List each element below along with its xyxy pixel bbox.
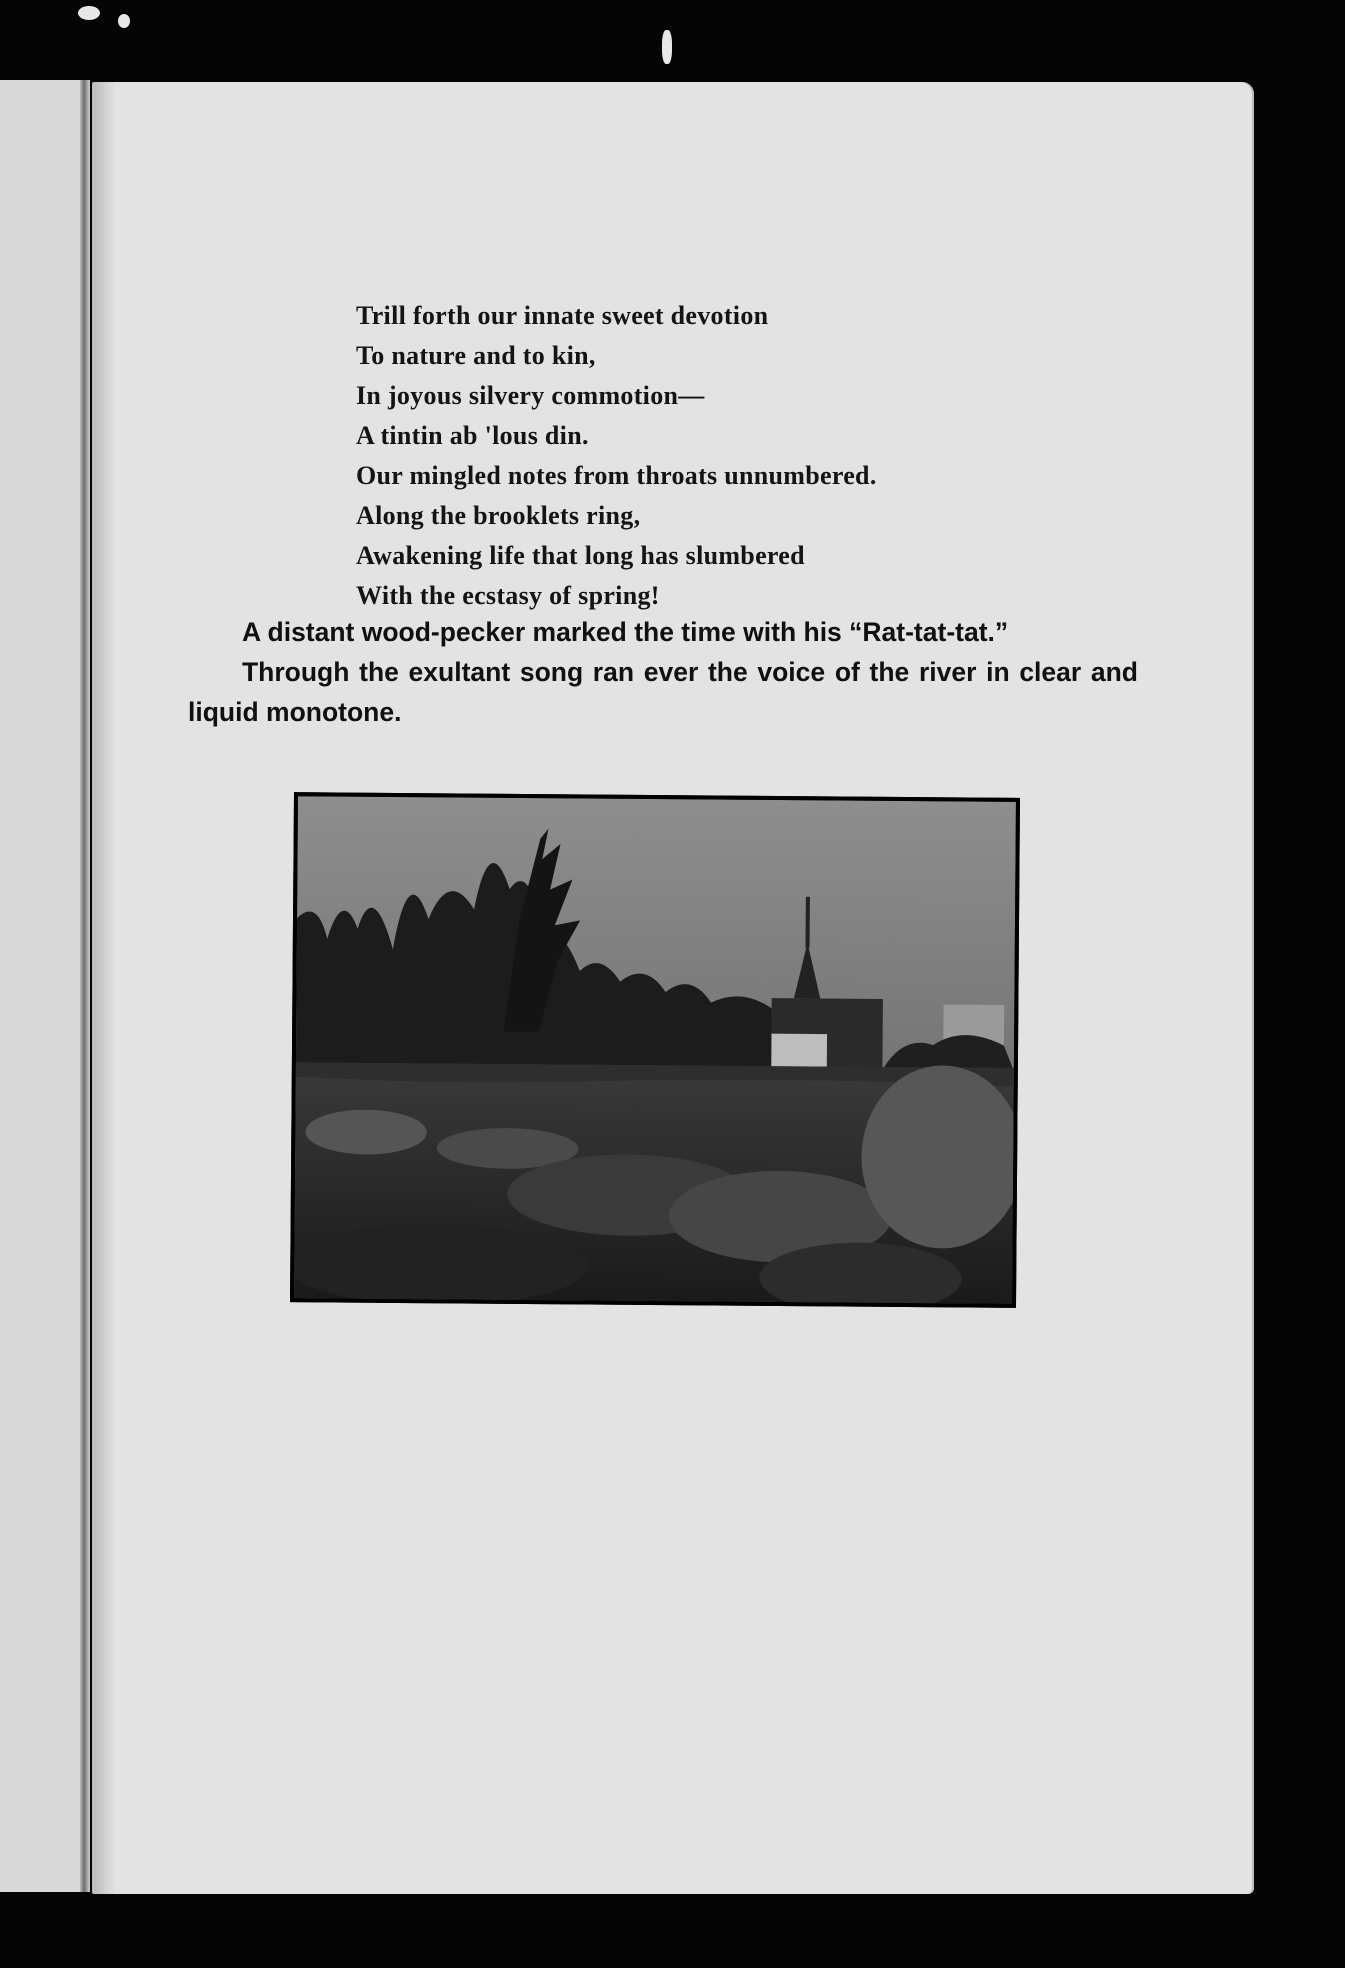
- scan-speck: [118, 14, 130, 28]
- poem-line: In joyous silvery commotion—: [356, 381, 705, 410]
- scan-speck: [662, 30, 672, 64]
- poem-line: Along the brooklets ring,: [356, 501, 641, 530]
- poem-line: With the ecstasy of spring!: [356, 581, 660, 610]
- prose-paragraph: Through the exultant song ran ever the voice of the river in clear and liquid monotone.: [188, 657, 1138, 727]
- book-page: [92, 82, 1254, 1894]
- left-facing-page: [0, 80, 88, 1892]
- book-spine-edge: [80, 80, 90, 1892]
- poem-line: To nature and to kin,: [356, 341, 596, 370]
- page-gutter-shadow: [92, 82, 116, 1894]
- prose-text: [188, 612, 1138, 732]
- poem-line: A tintin ab 'lous din.: [356, 421, 589, 450]
- photo-illustration: [294, 796, 1016, 1304]
- poem-line: Awakening life that long has slumbered: [356, 541, 805, 570]
- poem-line: Trill forth our innate sweet devotion: [356, 301, 769, 330]
- poem-stanza: [356, 296, 1056, 616]
- river-landscape-photo-icon: [290, 792, 1020, 1308]
- prose-paragraph: A distant wood-pecker marked the time with his “Rat-tat-tat.”: [242, 617, 1009, 647]
- scan-speck: [78, 6, 100, 20]
- poem-line: Our mingled notes from throats unnumbered.: [356, 461, 877, 490]
